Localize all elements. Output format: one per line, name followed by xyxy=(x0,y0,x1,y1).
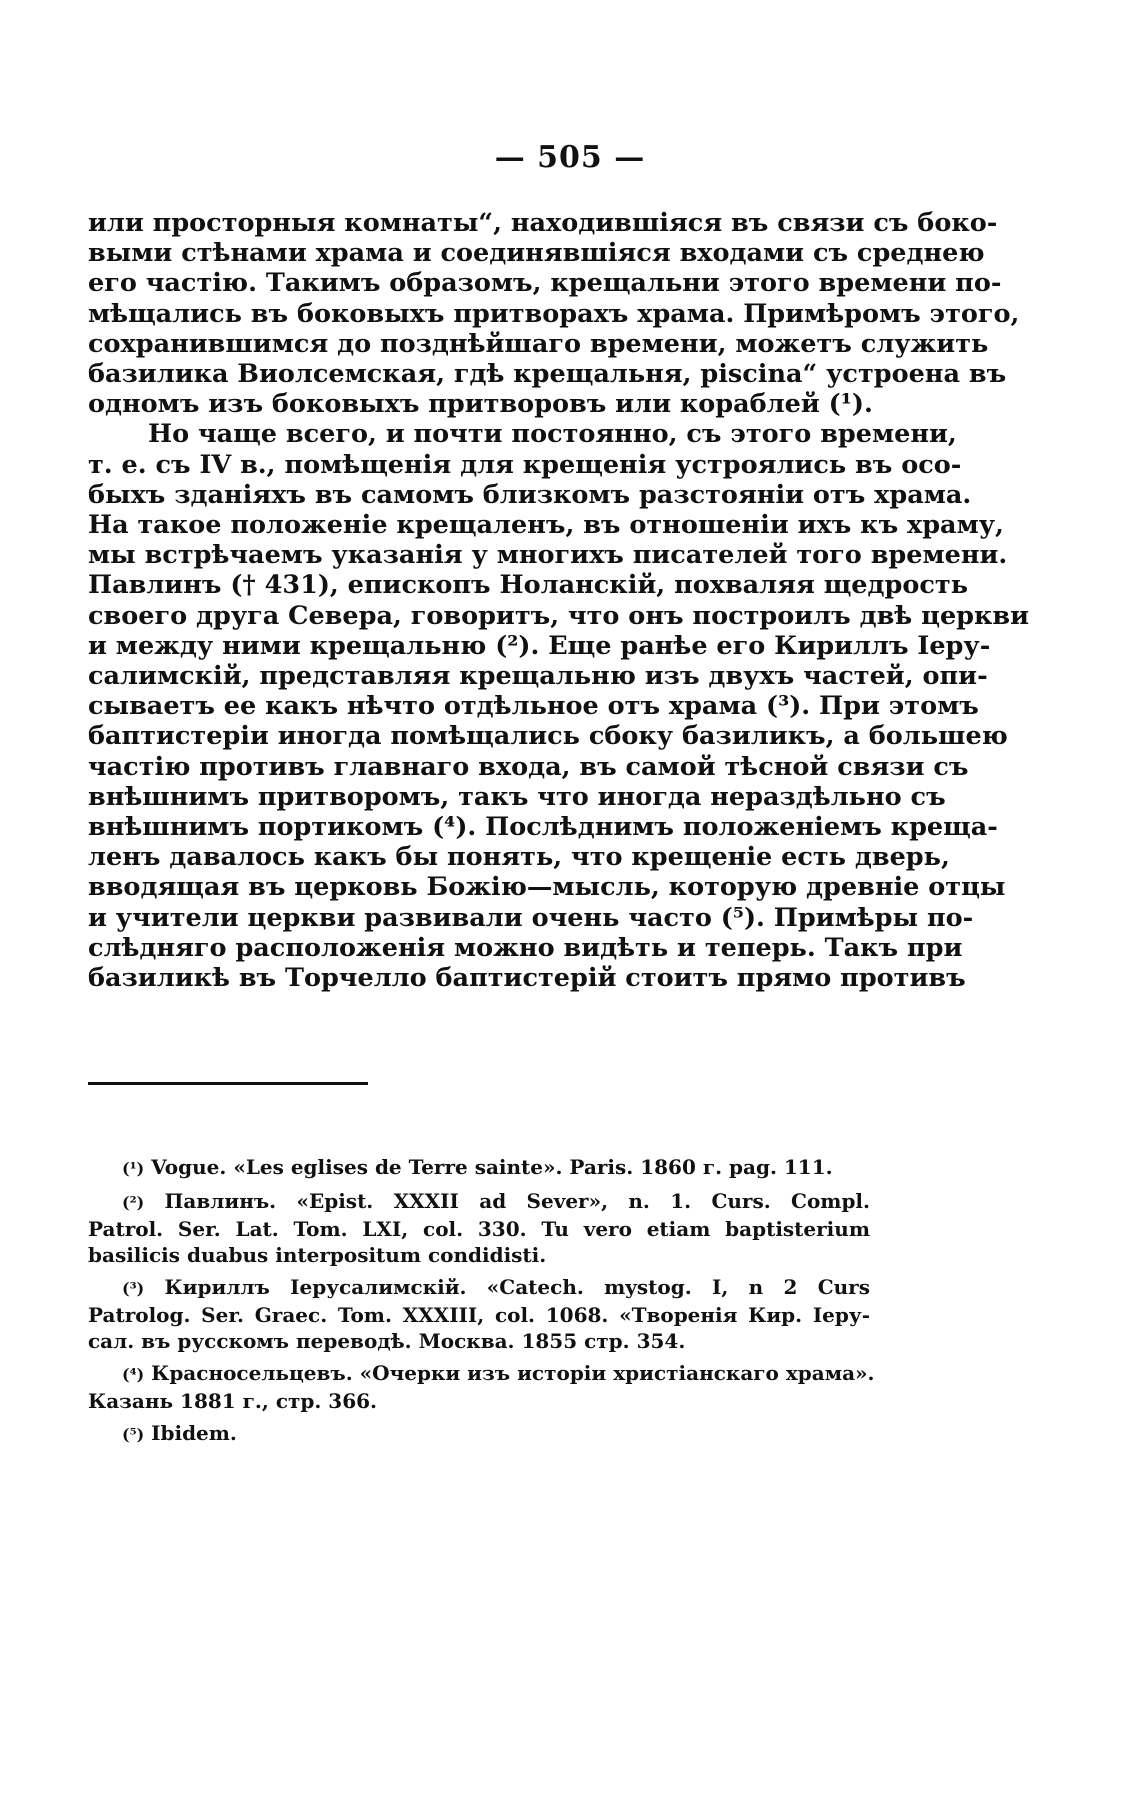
footnote-marker: (¹) xyxy=(122,1159,145,1178)
footnote-text: Красносельцевъ. «Очерки изъ исторіи христіанскаго храма». xyxy=(151,1361,875,1385)
text-line: т. е. съ IV в., помѣщенія для крещенія устроялись въ осо- xyxy=(88,449,962,480)
text-line: салимскій, представляя крещальню изъ двухъ частей, опи- xyxy=(88,661,988,692)
text-line: Павлинъ († 431), епископъ Ноланскій, похваляя щедрость xyxy=(88,570,968,601)
footnote-marker: (²) xyxy=(122,1193,145,1212)
footnote-text: Павлинъ. «Epist. XXXII ad Sever», n. 1. Curs. Compl. xyxy=(164,1189,870,1213)
footnote-line xyxy=(88,1360,875,1388)
text-line: одномъ изъ боковыхъ притворовъ или кораблей (¹). xyxy=(88,389,873,420)
text-line: внѣшнимъ притворомъ, такъ что иногда нераздѣльно съ xyxy=(88,781,946,812)
footnote-marker: (³) xyxy=(122,1279,145,1298)
text-line: мѣщались въ боковыхъ притворахъ храма. Примѣромъ этого, xyxy=(88,298,1020,329)
paragraph-2 xyxy=(88,419,1030,994)
footnotes xyxy=(88,1154,875,1454)
footnote-line xyxy=(88,1274,870,1302)
footnote-line: Patrol. Ser. Lat. Tom. LXI, col. 330. Tu vero etiam baptisterium xyxy=(88,1217,870,1241)
text-line: баптистеріи иногда помѣщались сбоку базиликъ, а большею xyxy=(88,721,1008,752)
footnote-1 xyxy=(88,1154,870,1182)
text-line: своего друга Севера, говоритъ, что онъ построилъ двѣ церкви xyxy=(88,600,1030,631)
text-line: базилика Виолсемская, гдѣ крещальня, piscina“ устроена въ xyxy=(88,359,1007,390)
text-line: вводящая въ церковь Божію—мысль, которую древніе отцы xyxy=(88,872,1006,903)
paragraph-1 xyxy=(88,208,1020,420)
footnote-5 xyxy=(88,1420,870,1448)
footnote-text: Ibidem. xyxy=(151,1421,237,1445)
footnote-line: Казань 1881 г., стр. 366. xyxy=(88,1389,378,1413)
text-line: Но чаще всего, и почти постоянно, съ этого времени, xyxy=(148,419,957,450)
footnote-line xyxy=(88,1188,870,1216)
footnote-separator xyxy=(88,1082,368,1085)
text-line: слѣдняго расположенія можно видѣть и теперь. Такъ при xyxy=(88,932,963,963)
text-line: быхъ зданіяхъ въ самомъ близкомъ разстояніи отъ храма. xyxy=(88,479,972,510)
text-line: На такое положеніе крещаленъ, въ отношеніи ихъ къ храму, xyxy=(88,510,1004,541)
text-line: ленъ давалось какъ бы понять, что крещеніе есть дверь, xyxy=(88,842,950,873)
footnote-line: basilicis duabus interpositum condidisti. xyxy=(88,1243,547,1267)
main-text xyxy=(88,208,1030,994)
text-line: сохранившимся до позднѣйшаго времени, можетъ служить xyxy=(88,328,989,359)
footnote-text: Vogue. «Les eglises de Terre sainte». Paris. 1860 г. pag. 111. xyxy=(151,1155,833,1179)
text-line: и между ними крещальню (²). Еще ранѣе его Кириллъ Іеру- xyxy=(88,630,991,661)
footnote-3 xyxy=(88,1274,870,1354)
text-line: базиликѣ въ Торчелло баптистерій стоитъ прямо противъ xyxy=(88,963,966,994)
text-line: внѣшнимъ портикомъ (⁴). Послѣднимъ положеніемъ крещa- xyxy=(88,812,998,843)
footnote-line: сал. въ русскомъ переводѣ. Москва. 1855 стр. 354. xyxy=(88,1329,686,1353)
text-line: частію противъ главнаго входа, въ самой тѣсной связи съ xyxy=(88,751,969,782)
text-line: выми стѣнами храма и соединявшіяся входами съ среднею xyxy=(88,238,985,269)
footnote-4 xyxy=(88,1360,875,1414)
footnote-marker: (⁵) xyxy=(122,1425,145,1444)
footnote-text: Кириллъ Іерусалимскій. «Catech. mystog. I, n 2 Curs xyxy=(164,1275,870,1299)
text-line: и учители церкви развивали очень часто (⁵). Примѣры по- xyxy=(88,902,974,933)
text-line: сываетъ ее какъ нѣчто отдѣльное отъ храма (³). При этомъ xyxy=(88,691,979,722)
text-line: мы встрѣчаемъ указанія у многихъ писателей того времени. xyxy=(88,540,1008,571)
footnote-2 xyxy=(88,1188,870,1268)
footnote-line xyxy=(88,1420,870,1448)
text-line: или просторныя комнаты“, находившіяся въ связи съ боко- xyxy=(88,208,998,238)
page-number: — 505 — xyxy=(494,140,646,175)
footnote-line: Patrolog. Ser. Graec. Tom. XXXIII, col. 1068. «Творенія Кир. Іеру- xyxy=(88,1303,870,1327)
footnote-marker: (⁴) xyxy=(122,1365,145,1384)
footnote-line xyxy=(88,1154,870,1182)
text-line: его частію. Такимъ образомъ, крещальни этого времени по- xyxy=(88,268,1002,299)
